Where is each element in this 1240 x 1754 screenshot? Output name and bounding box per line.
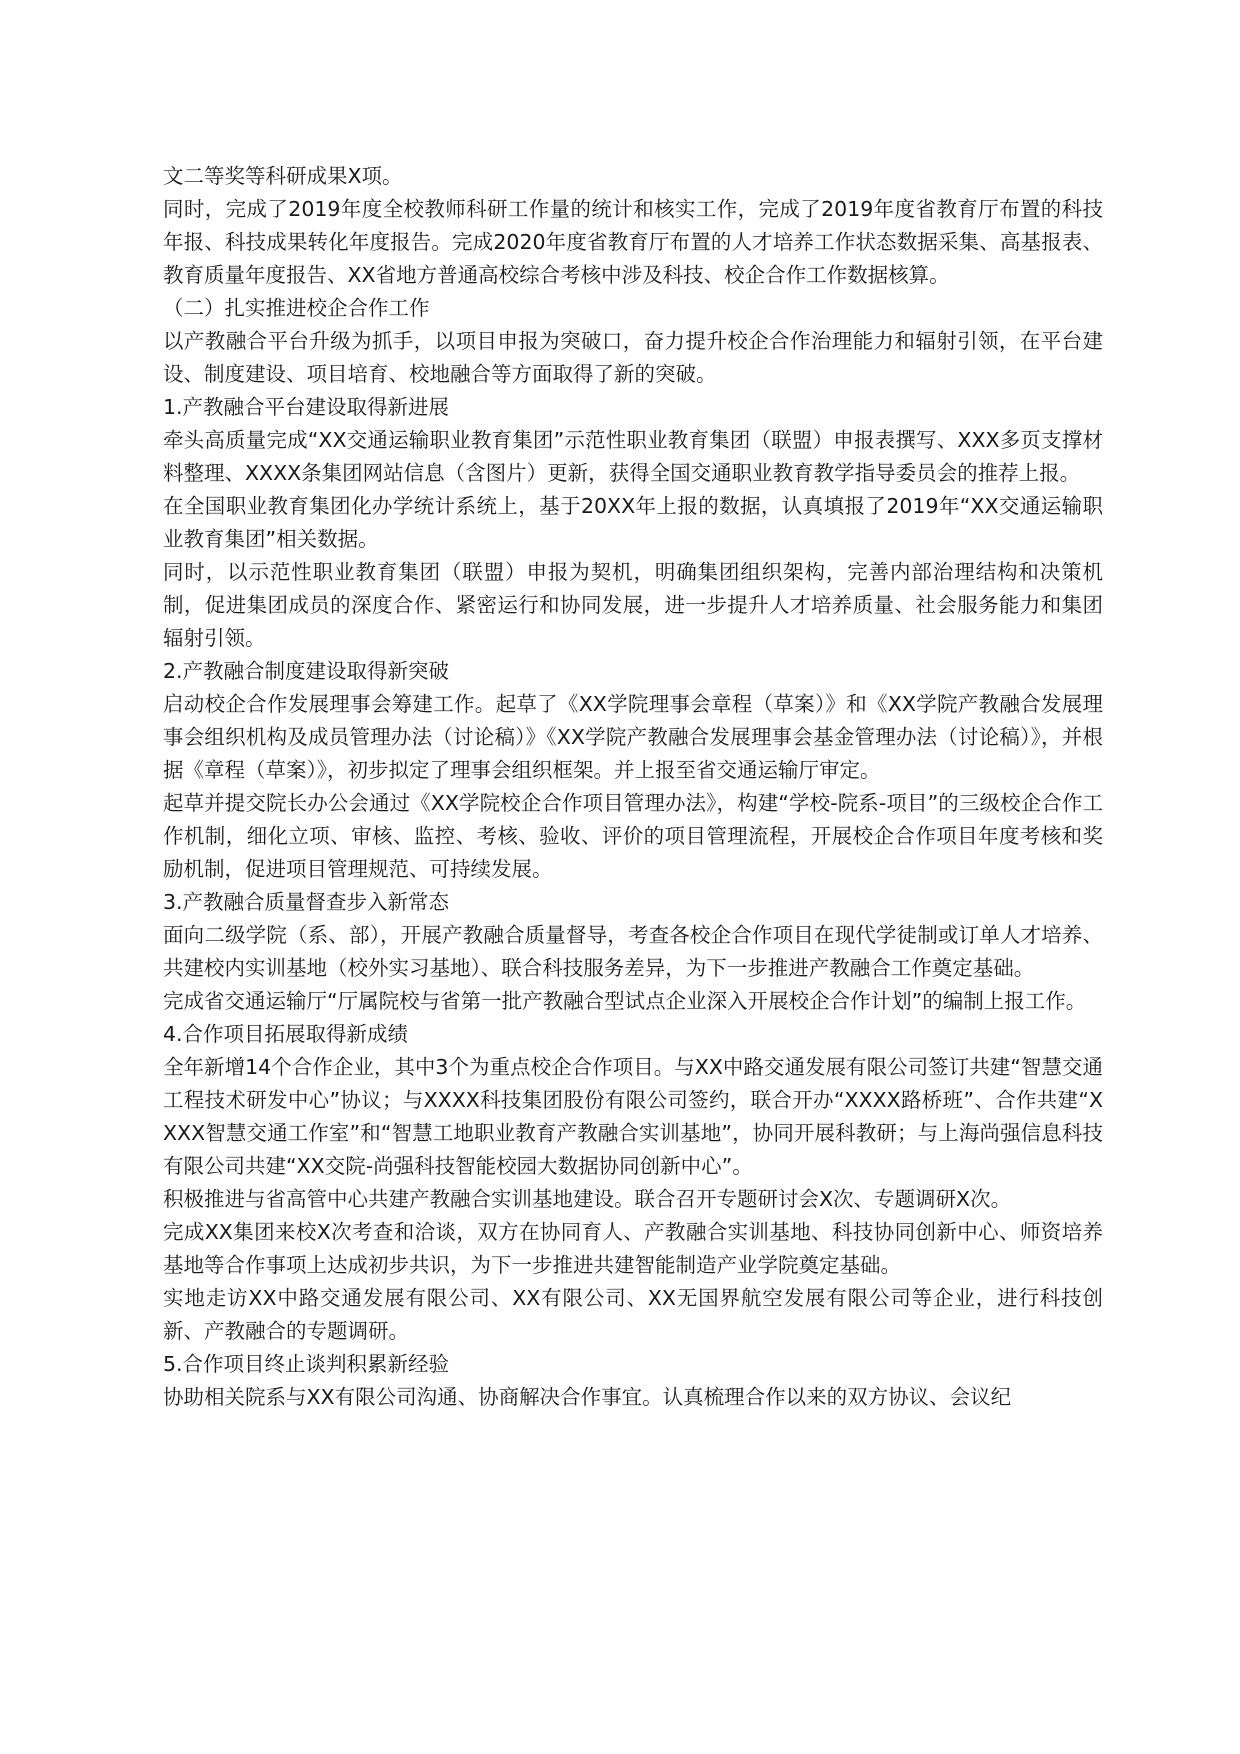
- paragraph: 实地走访XX中路交通发展有限公司、XX有限公司、XX无国界航空发展有限公司等企业，进行科技创新、产教融合的专题调研。: [163, 1286, 1103, 1343]
- paragraph: 完成省交通运输厅“厅属院校与省第一批产教融合型试点企业深入开展校企合作计划”的编制上报工作。: [163, 989, 1087, 1013]
- paragraph: 起草并提交院长办公会通过《XX学院校企合作项目管理办法》，构建“学校-院系-项目”的三级校企合作工作机制，细化立项、审核、监控、考核、验收、评价的项目管理流程，开展校企合作项目年度考核和奖励机制，促进项目管理规范、可持续发展。: [163, 791, 1103, 881]
- subsection-heading: 4.合作项目拓展取得新成绩: [163, 1022, 409, 1046]
- paragraph: 面向二级学院（系、部），开展产教融合质量督导，考查各校企合作项目在现代学徒制或订单人才培养、共建校内实训基地（校外实习基地）、联合科技服务差异，为下一步推进产教融合工作奠定基础。: [163, 923, 1103, 980]
- section-heading: （二）扎实推进校企合作工作: [163, 296, 430, 320]
- paragraph: 同时，完成了2019年度全校教师科研工作量的统计和核实工作，完成了2019年度省教育厅布置的科技年报、科技成果转化年度报告。完成2020年度省教育厅布置的人才培养工作状态数据采集、高基报表、教育质量年度报告、XX省地方普通高校综合考核中涉及科技、校企合作工作数据核算。: [163, 197, 1103, 287]
- subsection-heading: 1.产教融合平台建设取得新进展: [163, 395, 450, 419]
- paragraph: 协助相关院系与XX有限公司沟通、协商解决合作事宜。认真梳理合作以来的双方协议、会议纪: [163, 1385, 1012, 1409]
- paragraph: 启动校企合作发展理事会筹建工作。起草了《XX学院理事会章程（草案）》和《XX学院产教融合发展理事会组织机构及成员管理办法（讨论稿）》《XX学院产教融合发展理事会基金管理办法（讨论稿）》，并根据《章程（草案）》，初步拟定了理事会组织框架。并上报至省交通运输厅审定。: [163, 692, 1103, 782]
- subsection-heading: 2.产教融合制度建设取得新突破: [163, 659, 450, 683]
- paragraph: 全年新增14个合作企业，其中3个为重点校企合作项目。与XX中路交通发展有限公司签订共建“智慧交通工程技术研发中心”协议；与XXXX科技集团股份有限公司签约，联合开办“XXXX路桥班”、合作共建“XXXX智慧交通工作室”和“智慧工地职业教育产教融合实训基地”，协同开展科教研；与上海尚强信息科技有限公司共建“XX交院-尚强科技智能校园大数据协同创新中心”。: [163, 1055, 1103, 1178]
- paragraph: 文二等奖等科研成果X项。: [163, 164, 403, 188]
- subsection-heading: 3.产教融合质量督查步入新常态: [163, 890, 450, 914]
- paragraph: 完成XX集团来校X次考查和洽谈，双方在协同育人、产教融合实训基地、科技协同创新中心、师资培养基地等合作事项上达成初步共识，为下一步推进共建智能制造产业学院奠定基础。: [163, 1220, 1103, 1277]
- paragraph: 牵头高质量完成“XX交通运输职业教育集团”示范性职业教育集团（联盟）申报表撰写、XXX多页支撑材料整理、XXXX条集团网站信息（含图片）更新，获得全国交通职业教育教学指导委员会的推荐上报。: [163, 428, 1103, 485]
- paragraph: 在全国职业教育集团化办学统计系统上，基于20XX年上报的数据，认真填报了2019年“XX交通运输职业教育集团”相关数据。: [163, 494, 1103, 551]
- paragraph: 同时，以示范性职业教育集团（联盟）申报为契机，明确集团组织架构，完善内部治理结构和决策机制，促进集团成员的深度合作、紧密运行和协同发展，进一步提升人才培养质量、社会服务能力和集团辐射引领。: [163, 560, 1103, 650]
- paragraph: 以产教融合平台升级为抓手，以项目申报为突破口，奋力提升校企合作治理能力和辐射引领，在平台建设、制度建设、项目培育、校地融合等方面取得了新的突破。: [163, 329, 1103, 386]
- document-page: [163, 160, 1103, 1414]
- subsection-heading: 5.合作项目终止谈判积累新经验: [163, 1352, 450, 1376]
- paragraph: 积极推进与省高管中心共建产教融合实训基地建设。联合召开专题研讨会X次、专题调研X次。: [163, 1187, 1012, 1211]
